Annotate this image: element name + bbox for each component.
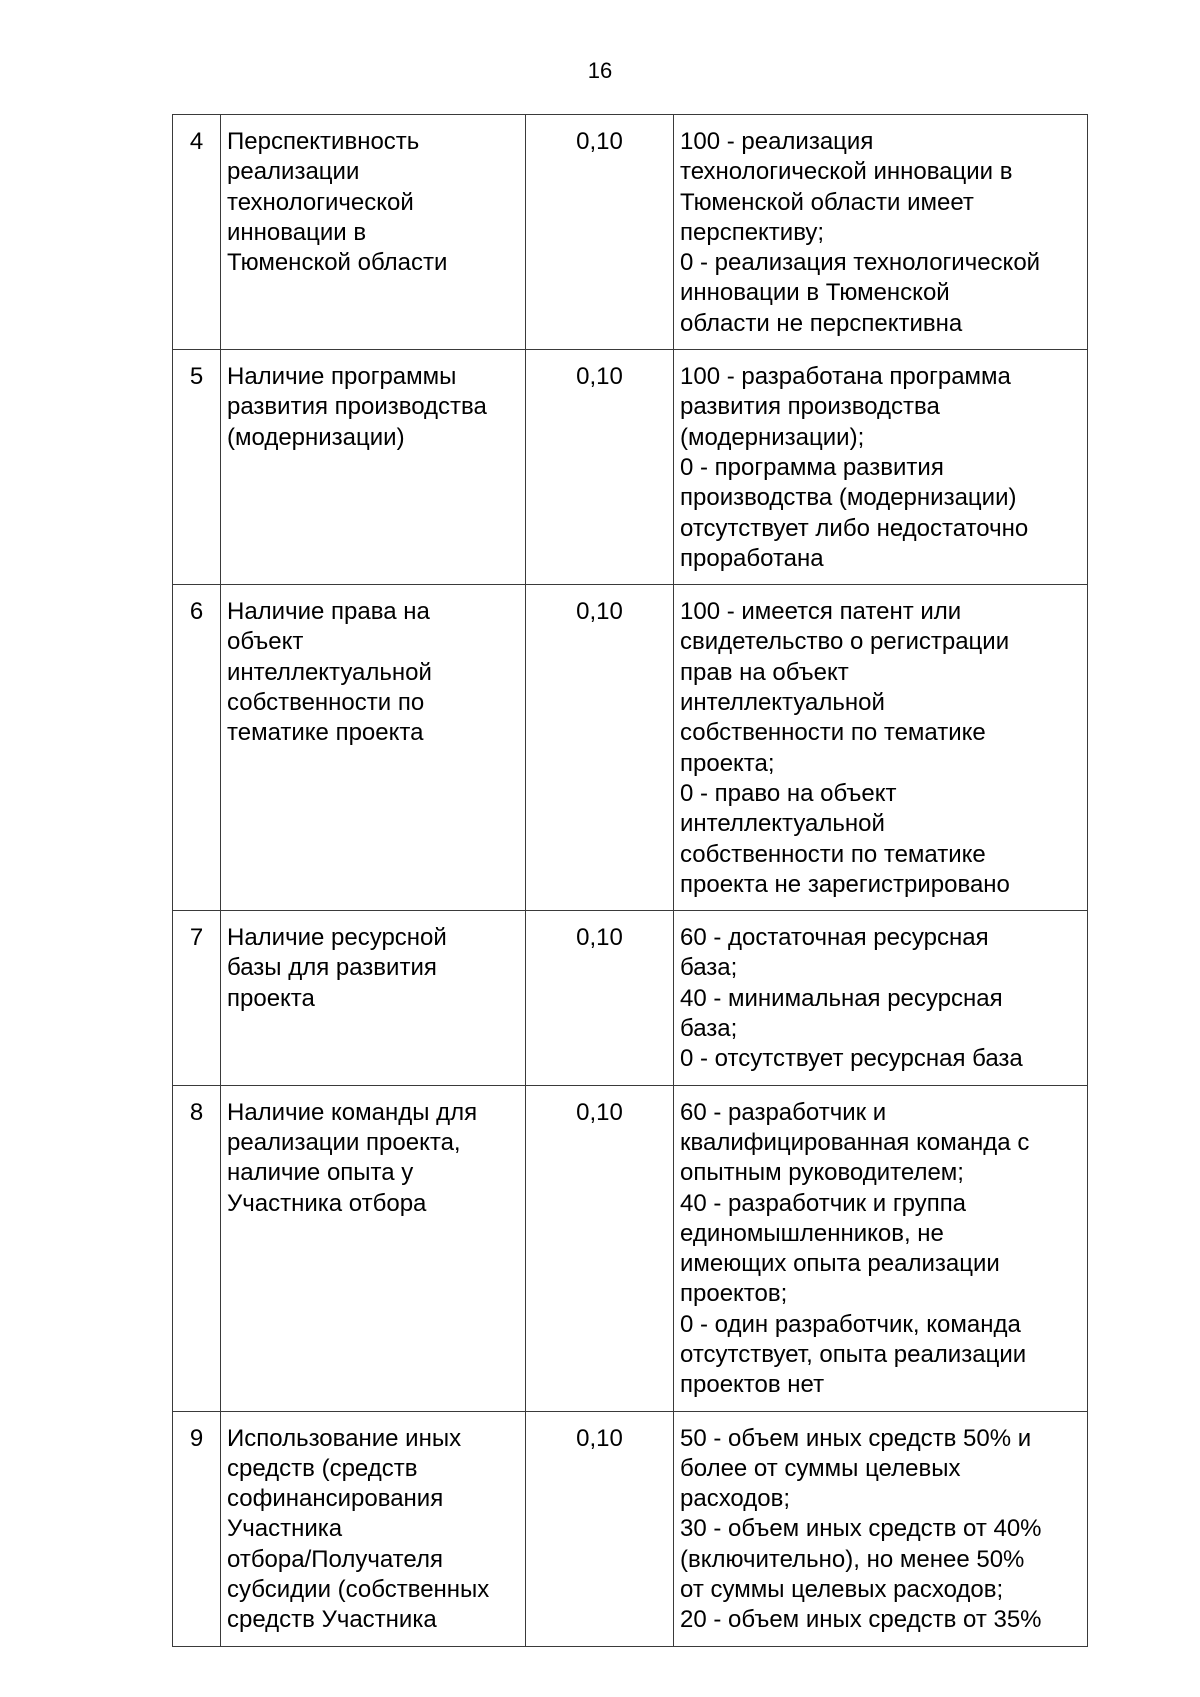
criterion-name: Наличие ресурсной базы для развития проекта — [221, 911, 526, 1085]
table-row — [173, 1085, 1088, 1411]
criterion-scoring: 50 - объем иных средств 50% и более от суммы целевых расходов; 30 - объем иных средств от 40% (включительно), но менее 50% от суммы целевых расходов; 20 - объем иных средств от 35% — [674, 1411, 1088, 1646]
criterion-name: Наличие права на объект интеллектуальной собственности по тематике проекта — [221, 585, 526, 911]
criterion-name: Наличие команды для реализации проекта, наличие опыта у Участника отбора — [221, 1085, 526, 1411]
table-row — [173, 115, 1088, 350]
row-number: 5 — [173, 350, 221, 585]
table-row — [173, 350, 1088, 585]
criterion-scoring: 60 - достаточная ресурсная база; 40 - минимальная ресурсная база; 0 - отсутствует ресурсная база — [674, 911, 1088, 1085]
row-number: 9 — [173, 1411, 221, 1646]
criterion-weight: 0,10 — [526, 911, 674, 1085]
row-number: 4 — [173, 115, 221, 350]
criterion-weight: 0,10 — [526, 115, 674, 350]
table-row — [173, 1411, 1088, 1646]
criterion-weight: 0,10 — [526, 1085, 674, 1411]
criterion-name: Перспективность реализации технологической инновации в Тюменской области — [221, 115, 526, 350]
row-number: 8 — [173, 1085, 221, 1411]
criterion-name: Использование иных средств (средств софинансирования Участника отбора/Получателя субсидии (собственных средств Участника — [221, 1411, 526, 1646]
row-number: 7 — [173, 911, 221, 1085]
criterion-scoring: 60 - разработчик и квалифицированная команда с опытным руководителем; 40 - разработчик и группа единомышленников, не имеющих опыта реализации проектов; 0 - один разработчик, команда отсутствует, опыта реализации проектов нет — [674, 1085, 1088, 1411]
criterion-name: Наличие программы развития производства (модернизации) — [221, 350, 526, 585]
criterion-weight: 0,10 — [526, 1411, 674, 1646]
criterion-scoring: 100 - разработана программа развития производства (модернизации); 0 - программа развития производства (модернизации) отсутствует либо недостаточно проработана — [674, 350, 1088, 585]
criterion-scoring: 100 - реализация технологической инновации в Тюменской области имеет перспективу; 0 - реализация технологической инновации в Тюменской области не перспективна — [674, 115, 1088, 350]
page-number: 16 — [587, 58, 613, 83]
criteria-table — [172, 114, 1088, 1647]
criterion-scoring: 100 - имеется патент или свидетельство о регистрации прав на объект интеллектуальной собственности по тематике проекта; 0 - право на объект интеллектуальной собственности по тематике проекта не зарегистрировано — [674, 585, 1088, 911]
criterion-weight: 0,10 — [526, 585, 674, 911]
table-row — [173, 585, 1088, 911]
criterion-weight: 0,10 — [526, 350, 674, 585]
table-row — [173, 911, 1088, 1085]
row-number: 6 — [173, 585, 221, 911]
